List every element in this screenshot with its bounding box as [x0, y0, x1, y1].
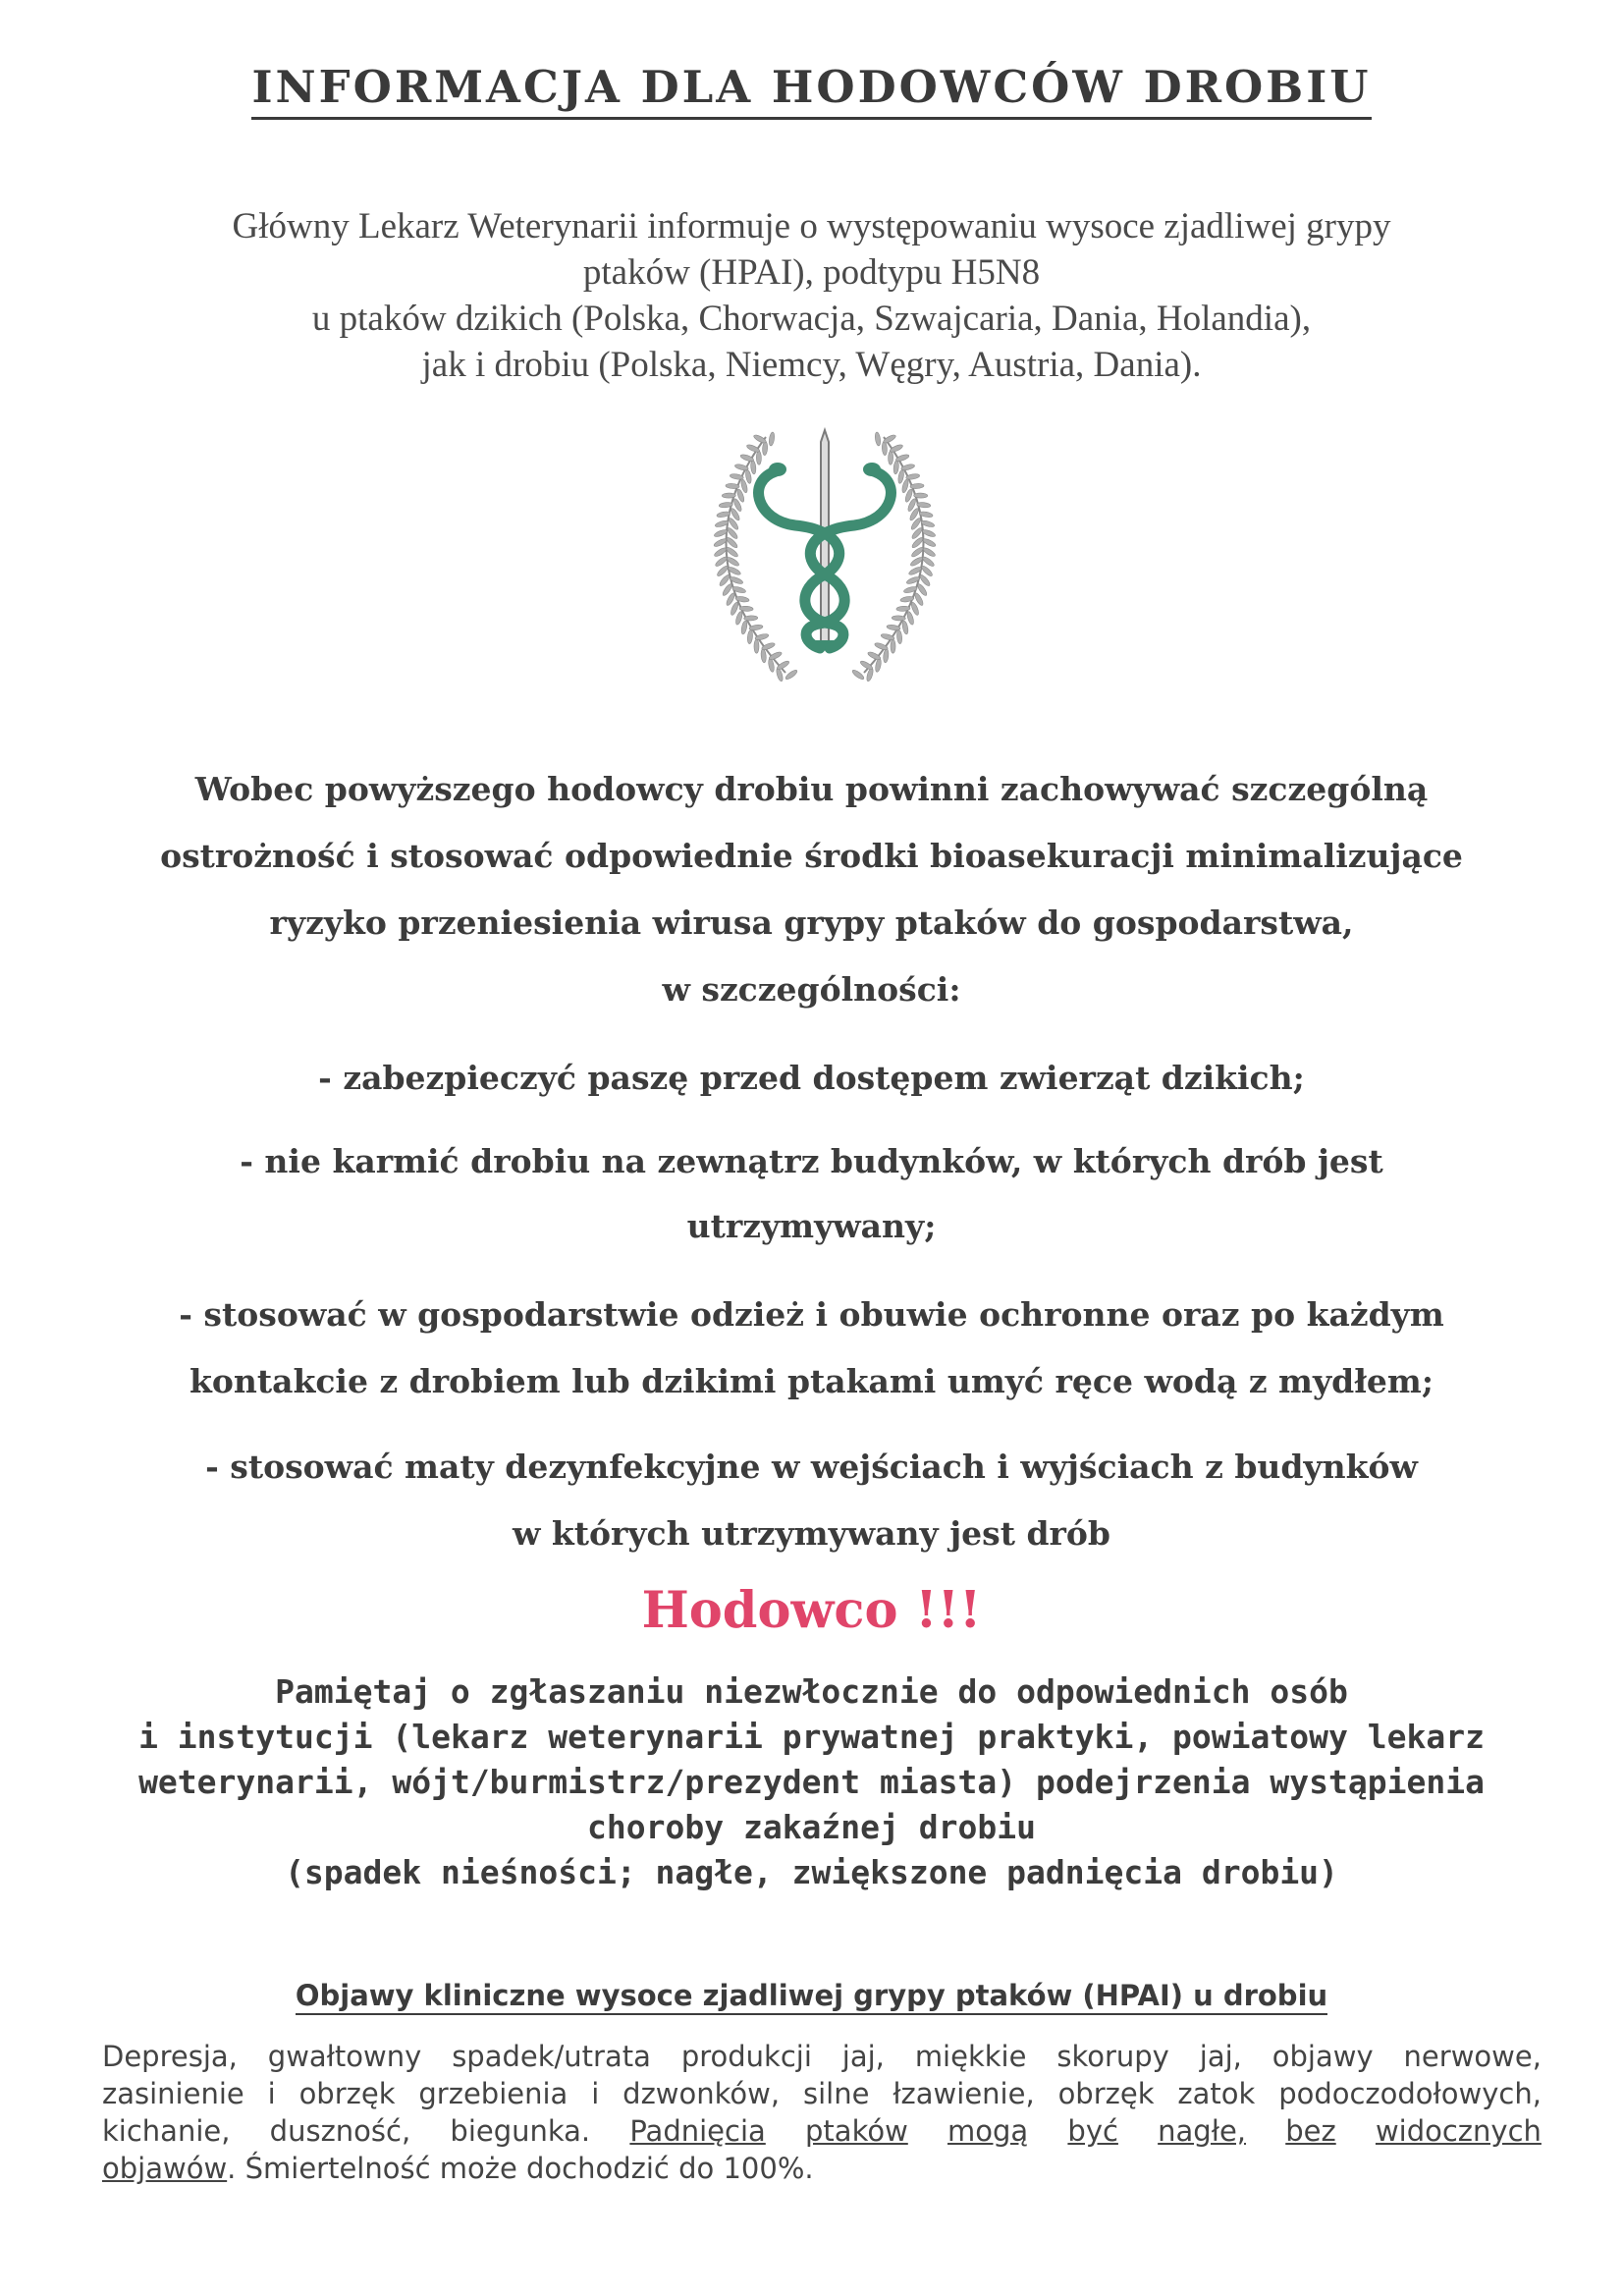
- symptoms-word: spadek/utrata: [452, 2040, 651, 2073]
- symptoms-word: produkcji: [680, 2040, 812, 2073]
- symptoms-word: objawy: [1271, 2040, 1374, 2073]
- symptoms-word: duszność,: [269, 2114, 411, 2148]
- intro-paragraph: [59, 203, 1564, 388]
- symptoms-word: obrzęk: [1057, 2077, 1155, 2110]
- symptoms-word: mogą: [947, 2114, 1029, 2148]
- measure-line: - stosować w gospodarstwie odzież i obuwie ochronne oraz po każdym: [179, 1295, 1444, 1334]
- symptoms-word: jaj,: [1199, 2040, 1242, 2073]
- symptoms-word: i: [591, 2077, 600, 2110]
- symptoms-word: grzebienia: [418, 2077, 568, 2110]
- intro-line: ptaków (HPAI), podtypu H5N8: [582, 252, 1041, 293]
- symptoms-word: gwałtowny: [267, 2040, 422, 2073]
- symptoms-line: [102, 2112, 1542, 2150]
- symptoms-line: [102, 2150, 1542, 2187]
- reminder-line: weterynarii, wójt/burmistrz/prezydent miasta) podejrzenia wystąpienia: [138, 1763, 1485, 1801]
- symptoms-word: zatok: [1177, 2077, 1256, 2110]
- symptoms-word: zasinienie: [102, 2077, 244, 2110]
- recommendation-line: ostrożność i stosować odpowiednie środki bioasekuracji minimalizujące: [160, 837, 1463, 875]
- exclamation-heading: Hodowco !!!: [641, 1581, 982, 1640]
- reminder-line: i instytucji (lekarz weterynarii prywatnej praktyki, powiatowy lekarz: [138, 1718, 1485, 1756]
- intro-line: jak i drobiu (Polska, Niemcy, Węgry, Austria, Dania).: [421, 345, 1202, 385]
- recommendation-line: ryzyko przeniesienia wirusa grypy ptaków do gospodarstwa,: [269, 903, 1354, 942]
- measure-line: - nie karmić drobiu na zewnątrz budynków, w których drób jest: [240, 1142, 1383, 1180]
- symptoms-word: i: [267, 2077, 276, 2110]
- symptoms-word: skorupy: [1056, 2040, 1169, 2073]
- page-title: INFORMACJA DLA HODOWCÓW DROBIU: [0, 61, 1623, 113]
- measure-item: [59, 1129, 1564, 1259]
- measure-line: utrzymywany;: [686, 1207, 937, 1245]
- symptoms-word: być: [1067, 2114, 1118, 2148]
- symptoms-word: nerwowe,: [1403, 2040, 1542, 2073]
- intro-line: u ptaków dzikich (Polska, Chorwacja, Szwajcaria, Dania, Holandia),: [311, 299, 1312, 339]
- measure-line: kontakcie z drobiem lub dzikimi ptakami umyć ręce wodą z mydłem;: [189, 1362, 1434, 1400]
- intro-line: Główny Lekarz Weterynarii informuje o występowaniu wysoce zjadliwej grypy: [232, 206, 1391, 246]
- recommendation-line: Wobec powyższego hodowcy drobiu powinni zachowywać szczególną: [194, 770, 1429, 808]
- symptoms-text: . Śmiertelność może dochodzić do 100%.: [227, 2152, 814, 2185]
- reminder-line: choroby zakaźnej drobiu: [587, 1808, 1036, 1846]
- measure-item: [59, 1434, 1564, 1567]
- reminder-line: (spadek nieśności; nagłe, zwiększone padnięcia drobiu): [285, 1853, 1338, 1891]
- symptoms-word: dzwonków,: [622, 2077, 781, 2110]
- symptoms-underlined-word: objawów: [102, 2152, 228, 2185]
- symptoms-word: silne: [802, 2077, 870, 2110]
- symptoms-word: bez: [1285, 2114, 1336, 2148]
- measure-line: - zabezpieczyć paszę przed dostępem zwierząt dzikich;: [318, 1059, 1305, 1097]
- symptoms-line: [102, 2075, 1542, 2112]
- symptoms-word: miękkie: [914, 2040, 1027, 2073]
- symptoms-word: jaj,: [841, 2040, 885, 2073]
- recommendation-paragraph: [59, 756, 1564, 1023]
- measure-line: - stosować maty dezynfekcyjne w wejściach i wyjściach z budynków: [205, 1448, 1418, 1486]
- symptoms-heading: Objawy kliniczne wysoce zjadliwej grypy ptaków (HPAI) u drobiu: [0, 1979, 1623, 2012]
- symptoms-word: nagłe,: [1158, 2114, 1247, 2148]
- measure-line: w których utrzymywany jest drób: [512, 1514, 1111, 1553]
- reminder-line: Pamiętaj o zgłaszaniu niezwłocznie do odpowiednich osób: [275, 1672, 1348, 1711]
- symptoms-line: [102, 2038, 1542, 2075]
- recommendation-line: w szczególności:: [662, 970, 961, 1009]
- symptoms-word: ptaków: [805, 2114, 908, 2148]
- measure-item: [59, 1282, 1564, 1415]
- symptoms-word: Padnięcia: [629, 2114, 766, 2148]
- symptoms-word: kichanie,: [102, 2114, 231, 2148]
- symptoms-word: obrzęk: [298, 2077, 396, 2110]
- reminder-paragraph: [59, 1669, 1564, 1895]
- symptoms-paragraph: [102, 2038, 1542, 2187]
- symptoms-word: widocznych: [1375, 2114, 1542, 2148]
- caduceus-wreath-icon: [668, 412, 982, 697]
- symptoms-word: Depresja,: [102, 2040, 238, 2073]
- symptoms-word: łzawienie,: [893, 2077, 1035, 2110]
- symptoms-word: podoczodołowych,: [1278, 2077, 1542, 2110]
- symptoms-word: biegunka.: [450, 2114, 591, 2148]
- measure-item: [59, 1046, 1564, 1111]
